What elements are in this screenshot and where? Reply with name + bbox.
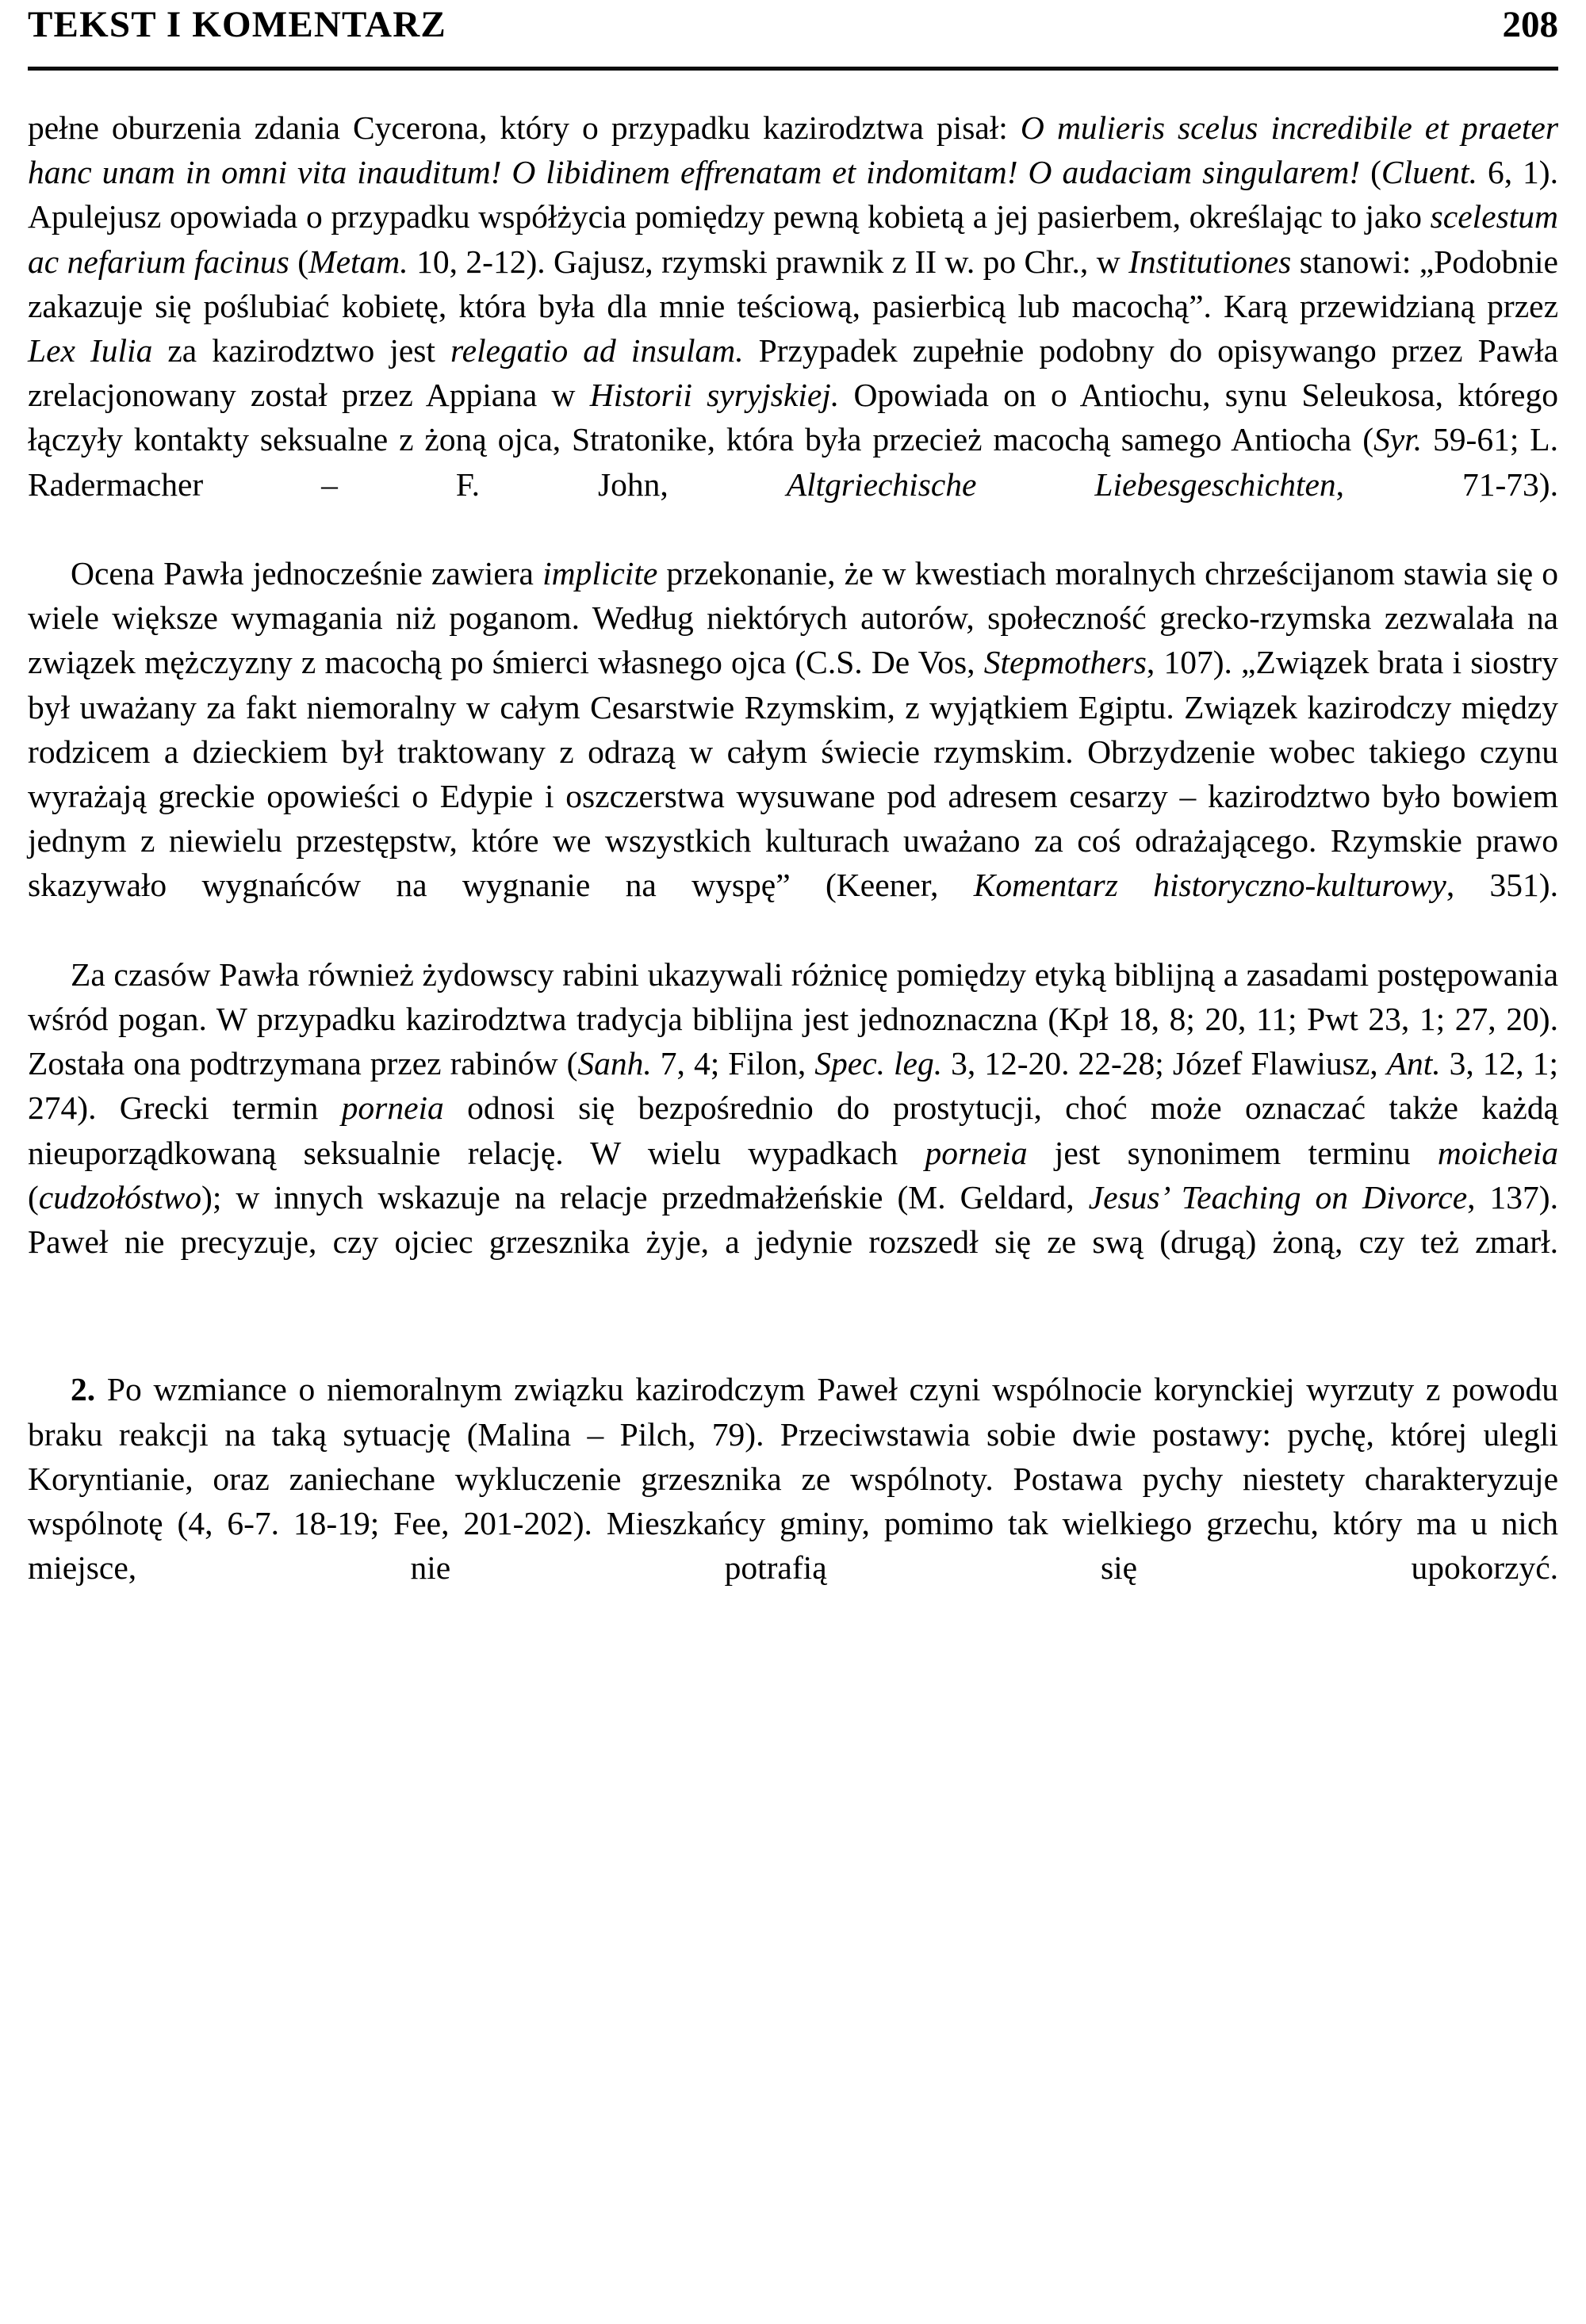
italic-citation: relegatio ad insulam. (450, 332, 744, 369)
page-number: 208 (1502, 4, 1558, 45)
text-run: 6, 1). Apulejusz opowiada o przypadku współżycia pomiędzy pewną kobietą a jej pasierbem, określając to jako (28, 154, 1558, 235)
italic-citation: porneia (925, 1134, 1028, 1171)
body-text (28, 105, 1558, 1635)
text-run: ( (28, 1178, 39, 1216)
italic-citation: Metam. (308, 243, 408, 280)
running-header-title: TEKST I KOMENTARZ (28, 4, 446, 45)
italic-citation: Historii syryjskiej. (589, 377, 840, 414)
text-run: , 107). „Związek brata i siostry był uważany za fakt niemoralny w całym Cesarstwie Rzymskim, z wyjątkiem Egiptu. Związek kazirodczy między rodzicem a dzieckiem był traktowany z odrazą w całym świecie rzymskim. Obrzydzenie wobec takiego czynu wyrażają greckie opowieści o Edypie i oszczerstwa wysuwane pod adresem cesarzy – kazirodztwo było bowiem jednym z niewielu przestępstw, które we wszystkich kulturach uważano za coś odrażającego. Rzymskie prawo skazywało wygnańców na wygnanie na wyspę” (Keener, (28, 644, 1559, 904)
text-run: stanowi: „Podobnie zakazuje się poślubiać kobietę, która była dla mnie teściową, pasierbicą lub macochą”. Karą przewidzianą przez (28, 243, 1558, 324)
header-divider-rule (28, 67, 1558, 71)
text-run: 7, 4; Filon, (651, 1045, 815, 1082)
text-run: jest synonimem terminu (1027, 1134, 1438, 1171)
italic-citation: Jesus’ Teaching on Divorce (1088, 1178, 1468, 1216)
text-run: odnosi się bezpośrednio do prostytucji, choć może oznaczać także każdą nieuporządkowaną seksualnie relację. W wielu wypadkach (28, 1089, 1558, 1171)
text-run: za kazirodztwo jest (152, 332, 450, 369)
italic-citation: Stepmothers (983, 644, 1147, 681)
text-run: pełne oburzenia zdania Cycerona, który o przypadku kazirodztwa pisał: (28, 109, 1021, 146)
section-number: 2. (71, 1371, 96, 1408)
text-run: 59-61; L. Radermacher – F. John, (28, 421, 1558, 503)
italic-citation: Syr. (1373, 421, 1423, 458)
italic-citation: Cluent. (1381, 154, 1477, 191)
italic-citation: implicite (542, 555, 658, 592)
italic-citation: Altgriechische Liebesgeschichten (786, 465, 1336, 503)
text-run: 3, 12-20. 22-28; Józef Flawiusz, (942, 1045, 1387, 1082)
text-run: Ocena Pawła jednocześnie zawiera (71, 555, 543, 592)
text-run: Za czasów Pawła również żydowscy rabini ukazywali różnicę pomiędzy etyką biblijną a zasadami postępowania wśród pogan. W przypadku kazirodztwa tradycja biblijna jest jednoznaczna (Kpł 18, 8; 20, 11; Pwt 23, 1; 27, 20). Została ona podtrzymana przez rabinów ( (28, 955, 1558, 1082)
italic-citation: scelestum ac nefarium facinus (28, 198, 1558, 280)
text-run: Po wzmiance o niemoralnym związku kazirodczym Paweł czyni wspólnocie korynckiej wyrzuty z powodu braku reakcji na taką sytuację (Malina – Pilch, 79). Przeciwstawia sobie dwie postawy: pychę, której ulegli Koryntianie, oraz zaniechane wykluczenie grzesznika ze wspólnoty. Postawa pychy niestety charakteryzuje wspólnotę (4, 6-7. 18-19; Fee, 201-202). Mieszkańcy gminy, pomimo tak wielkiego grzechu, który ma u nich miejsce, nie potrafią się upokorzyć. (28, 1371, 1558, 1587)
body-paragraph (28, 952, 1558, 1309)
italic-citation: Sanh. (577, 1045, 652, 1082)
text-run: , 351). (1446, 867, 1558, 904)
running-header (28, 0, 1558, 62)
text-run: Opowiada on o Antiochu, synu Seleukosa, którego łączyły kontakty seksualne z żoną ojca, Stratonike, która była przecież macochą samego Antiocha ( (28, 377, 1558, 458)
italic-citation: Ant. (1386, 1045, 1441, 1082)
text-run: ); w innych wskazuje na relacje przedmałżeńskie (M. Geldard, (201, 1178, 1089, 1216)
italic-citation: Spec. leg. (814, 1045, 943, 1082)
body-paragraph (28, 105, 1558, 551)
italic-citation: moicheia (1437, 1134, 1558, 1171)
text-run: , 137). Paweł nie precyzuje, czy ojciec grzesznika żyje, a jedynie rozszedł się ze swą (drugą) żoną, czy też zmarł. (28, 1178, 1558, 1261)
text-run: Przypadek zupełnie podobny do opisywango przez Pawła zrelacjonowany został przez Appiana w (28, 332, 1558, 414)
italic-citation: Lex Iulia (28, 332, 153, 369)
text-run: 3, 12, 1; 274). Grecki termin (28, 1045, 1558, 1127)
body-paragraph (28, 1367, 1558, 1634)
italic-citation: porneia (341, 1089, 444, 1127)
italic-citation: Komentarz historyczno-kulturowy (973, 867, 1446, 904)
text-run: ( (289, 243, 309, 280)
text-run: 10, 2-12). Gajusz, rzymski prawnik z II w. po Chr., w (408, 243, 1129, 280)
italic-citation: O mulieris scelus incredibile et praeter hanc unam in omni vita inauditum! O libidinem effrenatam et indomitam! O audaciam singularem! (28, 109, 1558, 191)
text-run: , 71-73). (1335, 465, 1558, 503)
text-run: ( (1360, 154, 1381, 191)
body-paragraph (28, 551, 1558, 952)
text-run: przekonanie, że w kwestiach moralnych chrześcijanom stawia się o wiele większe wymagania niż poganom. Według niektórych autorów, społeczność grecko-rzymska zezwalała na związek mężczyzny z macochą po śmierci własnego ojca (C.S. De Vos, (28, 555, 1558, 681)
italic-citation: Institutiones (1128, 243, 1292, 280)
italic-citation: cudzołóstwo (38, 1178, 202, 1216)
